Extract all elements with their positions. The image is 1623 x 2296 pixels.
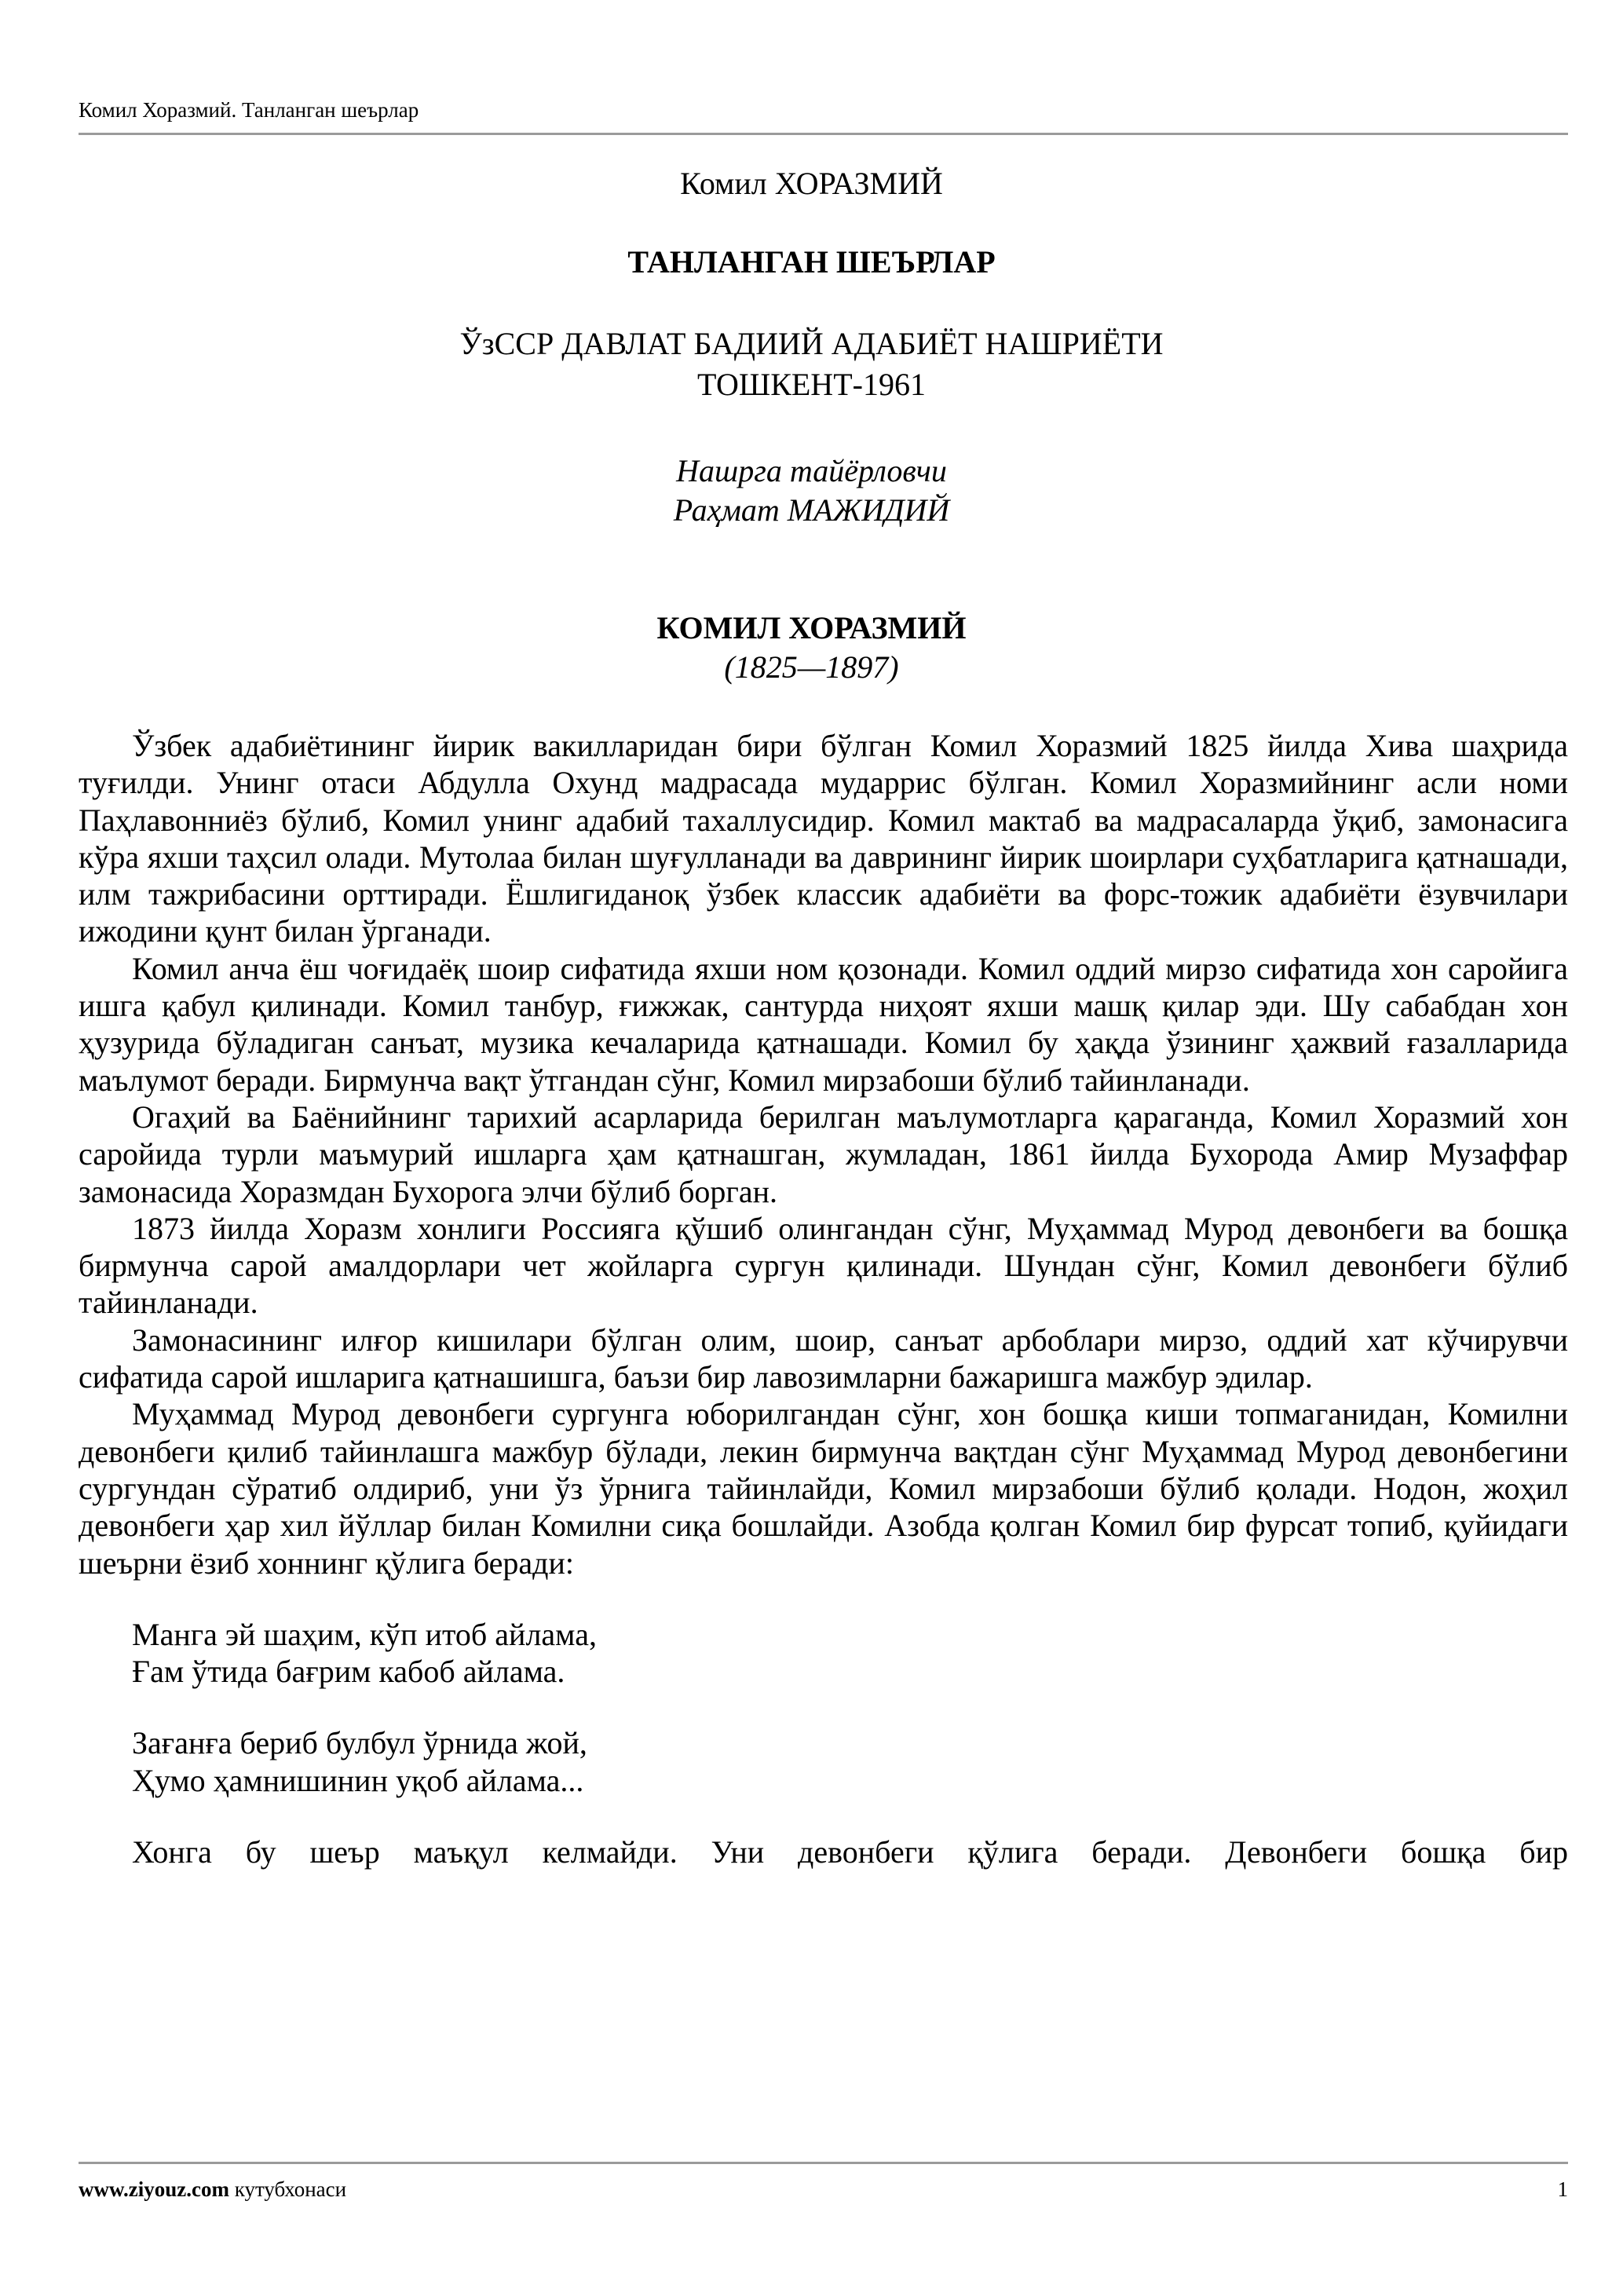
verse-stanza <box>132 1724 1568 1799</box>
verse-block <box>132 1616 1568 1799</box>
paragraph: Замонасининг илғор кишилари бўлган олим, шоир, санъат арбоблари мирзо, оддий хат кўчирувчи сифатида сарой ишларига қатнашишга, баъзи бир лавозимларни бажаришга мажбур эдилар. <box>79 1322 1568 1395</box>
verse-line: Зағанға бериб булбул ўрнида жой, <box>132 1725 587 1761</box>
section-dates: (1825—1897) <box>724 649 899 685</box>
section-heading: КОМИЛ ХОРАЗМИЙ <box>656 610 967 645</box>
paragraph: Хонга бу шеър маъқул келмайди. Уни девонбеги қўлига беради. Девонбеги бошқа бир <box>132 1834 1568 1870</box>
verse-line: Ҳумо ҳамнишинин уқоб айлама... <box>132 1762 584 1798</box>
paragraph: Огаҳий ва Баёнийнинг тарихий асарларида берилган маълумотларга қараганда, Комил Хоразмий хон саройида турли маъмурий ишларга ҳам қатнашган, жумладан, 1861 йилда Бухорода Амир Музаффар замонасида Хоразмдан Бухорога элчи бўлиб борган. <box>79 1099 1568 1209</box>
page-number: 1 <box>1557 2177 1568 2201</box>
verse-line: Манга эй шаҳим, кўп итоб айлама, <box>132 1616 597 1652</box>
prepared-by-label: Нашрга тайёрловчи <box>676 453 947 488</box>
book-title: ТАНЛАНГАН ШЕЪРЛАР <box>627 244 996 280</box>
footer-rule <box>79 2162 1568 2164</box>
body-text <box>79 727 1568 1870</box>
paragraph: Ўзбек адабиётининг йирик вакилларидан бири бўлган Комил Хоразмий 1825 йилда Хива шаҳрида туғилди. Унинг отаси Абдулла Охунд мадрасада мударрис бўлган. Комил Хоразмийнинг асли номи Паҳлавонниёз бўлиб, Комил унинг адабий тахаллусидир. Комил мактаб ва мадрасаларда ўқиб, замонасига кўра яхши таҳсил олади. Мутолаа билан шуғулланади ва даврининг йирик шоирлари суҳбатларига қатнашади, илм тажрибасини орттиради. Ёшлигиданоқ ўзбек классик адабиёти ва форс-тожик адабиёти ёзувчилари ижодини қунт билан ўрганади. <box>79 728 1568 949</box>
paragraph: Комил анча ёш чоғидаёқ шоир сифатида яхши ном қозонади. Комил оддий мирзо сифатида хон саройига ишга қабул қилинади. Комил танбур, ғижжак, сантурда ниҳоят яхши машқ қилар эди. Шу сабабдан хон ҳузурида бўладиган санъат, музика кечаларида қатнашади. Комил бу ҳақда ўзининг ҳажвий ғазалларида маълумот беради. Бирмунча вақт ўтгандан сўнг, Комил мирзабоши бўлиб тайинланади. <box>79 950 1568 1098</box>
city-year: ТОШКЕНТ-1961 <box>697 367 926 402</box>
title-author: Комил ХОРАЗМИЙ <box>680 166 943 201</box>
prepared-by-name: Раҳмат МАЖИДИЙ <box>673 492 950 528</box>
verse-stanza <box>132 1616 1568 1691</box>
header-rule <box>79 133 1568 135</box>
footer-library-label: кутубхонаси <box>234 2177 347 2201</box>
paragraph: Муҳаммад Мурод девонбеги сургунга юборилгандан сўнг, хон бошқа киши топмаганидан, Комилни девонбеги қилиб тайинлашга мажбур бўлади, лекин бирмунча вақтдан сўнг Муҳаммад Мурод девонбегини сургундан сўратиб олдириб, уни ўз ўрнига тайинлайди, Комил мирзабоши бўлиб қолади. Нодон, жоҳил девонбеги ҳар хил йўллар билан Комилни сиқа бошлайди. Азобда қолган Комил бир фурсат топиб, қуйидаги шеърни ёзиб хоннинг қўлига беради: <box>79 1396 1568 1581</box>
running-header: Комил Хоразмий. Танланган шеърлар <box>79 98 419 122</box>
publisher: ЎзССР ДАВЛАТ БАДИИЙ АДАБИЁТ НАШРИЁТИ <box>459 326 1164 361</box>
paragraph: 1873 йилда Хоразм хонлиги Россияга қўшиб олингандан сўнг, Муҳаммад Мурод девонбеги ва бошқа бирмунча сарой амалдорлари чет жойларга сургун қилинади. Шундан сўнг, Комил девонбеги бўлиб тайинланади. <box>79 1210 1568 1321</box>
verse-line: Ғам ўтида бағрим кабоб айлама. <box>132 1654 565 1690</box>
footer-site-link[interactable]: www.ziyouz.com <box>79 2177 229 2201</box>
footer-source <box>79 2177 346 2202</box>
